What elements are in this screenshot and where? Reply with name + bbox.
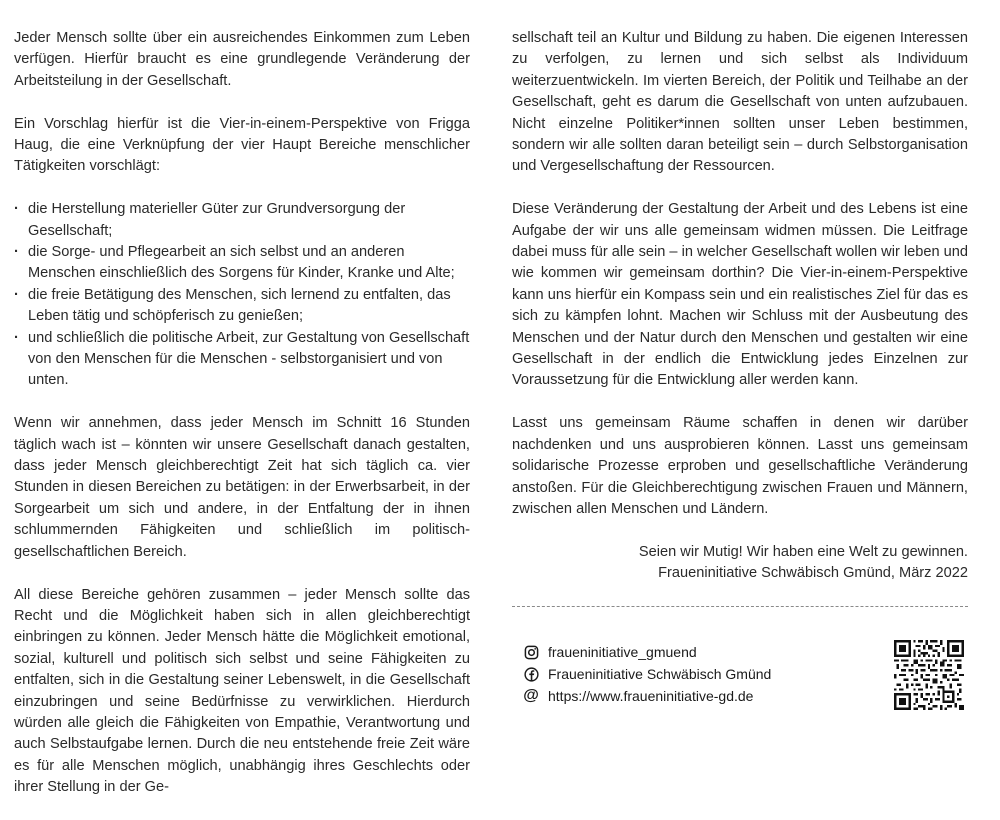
right-column	[512, 28, 968, 585]
website-link[interactable]: https://www.fraueninitiative-gd.de	[548, 688, 754, 704]
website-contact[interactable]	[522, 685, 771, 707]
list-item: · die Sorge- und Pflegearbeit an sich selbst und an anderen Menschen einschließlich des Sorgens für Kinder, Kranke und Alte;	[14, 242, 470, 285]
list-item: · und schließlich die politische Arbeit, zur Gestaltung von Gesellschaft von den Menschen für die Menschen - selbstorganisiert und von unten.	[14, 328, 470, 392]
proposal-paragraph: Ein Vorschlag hierfür ist die Vier-in-einem-Perspektive von Frigga Haug, die eine Verknüpfung der vier Haupt Bereiche menschlicher Tätigkeiten vorschlägt:	[14, 115, 470, 175]
list-item: · die Herstellung materieller Güter zur Grundversorgung der Gesellschaft;	[14, 199, 470, 242]
signature-line: Fraueninitiative Schwäbisch Gmünd, März 2022	[658, 565, 968, 582]
closing-slogan: Seien wir Mutig! Wir haben eine Welt zu gewinnen.	[638, 543, 968, 560]
at-icon: @	[523, 687, 539, 704]
areas-paragraph: All diese Bereiche gehören zusammen – jeder Mensch sollte das Recht und die Möglichkeit haben sich in allen gleichberechtigt einbringen zu können. Jeder Mensch hätte die Möglichkeit emotional, sozial, kulturell und politisch sich selbst und seine Fähigkeiten zu entfalten, sich in die Gestaltung seiner Lebenswelt, in die Gesellschaft einzubringen und seine Bedürfnisse zu verwirklichen. Hierdurch würden alle gleich die Fähigkeiten von Empathie, Verantwortung und auch Selbstaufgabe lernen. Durch die neu entstehende freie Zeit wäre es für alle Menschen möglich, unabhängig ihres Geschlechts oder ihrer Stellung in der Ge-	[14, 586, 470, 796]
contact-block	[522, 641, 771, 707]
instagram-icon	[522, 643, 540, 661]
instagram-handle: fraueninitiative_gmuend	[548, 644, 697, 660]
dashed-divider	[512, 606, 968, 607]
left-column	[14, 28, 470, 820]
change-paragraph: Diese Veränderung der Gestaltung der Arbeit und des Lebens ist eine Aufgabe der wir uns alle gemeinsam widmen müssen. Die Leitfrage dabei muss für alle sein – in welcher Gesellschaft wollen wir leben und wie kommen wir gemeinsam dorthin? Die Vier-in-einem-Perspektive kann uns hierfür ein Kompass sein und ein realistisches Ziel für das es sich zu kämpfen lohnt. Machen wir Schluss mit der Ausbeutung des Menschen und der Natur durch den Menschen und gestalten wir eine Gesellschaft in der endlich die Entwicklung jedes Einzelnen zur Voraussetzung für die Entwicklung aller werden kann.	[512, 201, 968, 389]
list-item: · die freie Betätigung des Menschen, sich lernend zu entfalten, das Leben tätig und schöpferisch zu genießen;	[14, 285, 470, 328]
activity-list	[14, 199, 470, 392]
call-to-action-paragraph: Lasst uns gemeinsam Räume schaffen in denen wir darüber nachdenken und uns ausprobieren können. Lasst uns gemeinsam solidarische Prozesse erproben und gesellschaftliche Veränderung anstoßen. Für die Gleichberechtigung zwischen Frauen und Männern, zwischen allen Menschen und Ländern.	[512, 415, 968, 517]
qr-code[interactable]	[894, 640, 964, 710]
instagram-contact[interactable]	[522, 641, 771, 663]
facebook-icon	[522, 665, 540, 683]
facebook-page-name: Fraueninitiative Schwäbisch Gmünd	[548, 666, 772, 682]
hours-paragraph: Wenn wir annehmen, dass jeder Mensch im Schnitt 16 Stunden täglich wach ist – könnten wir unsere Gesellschaft danach gestalten, dass jeder Mensch gleichberechtigt Zeit hat sich täglich ca. vier Stunden in diesen Bereichen zu betätigen: in der Erwerbsarbeit, in der Sorgearbeit um sich und andere, in der Entfaltung der in ihnen schlummernden Fähigkeiten und schließlich im politisch-gesellschaftlichen Bereich.	[14, 415, 470, 560]
intro-paragraph: Jeder Mensch sollte über ein ausreichendes Einkommen zum Leben verfügen. Hierfür braucht es eine grundlegende Veränderung der Arbeitsteilung in der Gesellschaft.	[14, 30, 470, 89]
facebook-contact[interactable]	[522, 663, 771, 685]
culture-paragraph: sellschaft teil an Kultur und Bildung zu haben. Die eigenen Interessen zu verfolgen, zu lernen und sich selbst als Individuum weiterzuentwickeln. Im vierten Bereich, der Politik und Teilhabe an der Gesellschaft, geht es darum die Gesellschaft von unten aufzubauen. Nicht einzelne Politiker*innen sollten unser Leben bestimmen, sondern wir alle sollten daran beteiligt sein – durch Selbstorganisation und Vergesellschaftung der Ressourcen.	[512, 30, 968, 175]
